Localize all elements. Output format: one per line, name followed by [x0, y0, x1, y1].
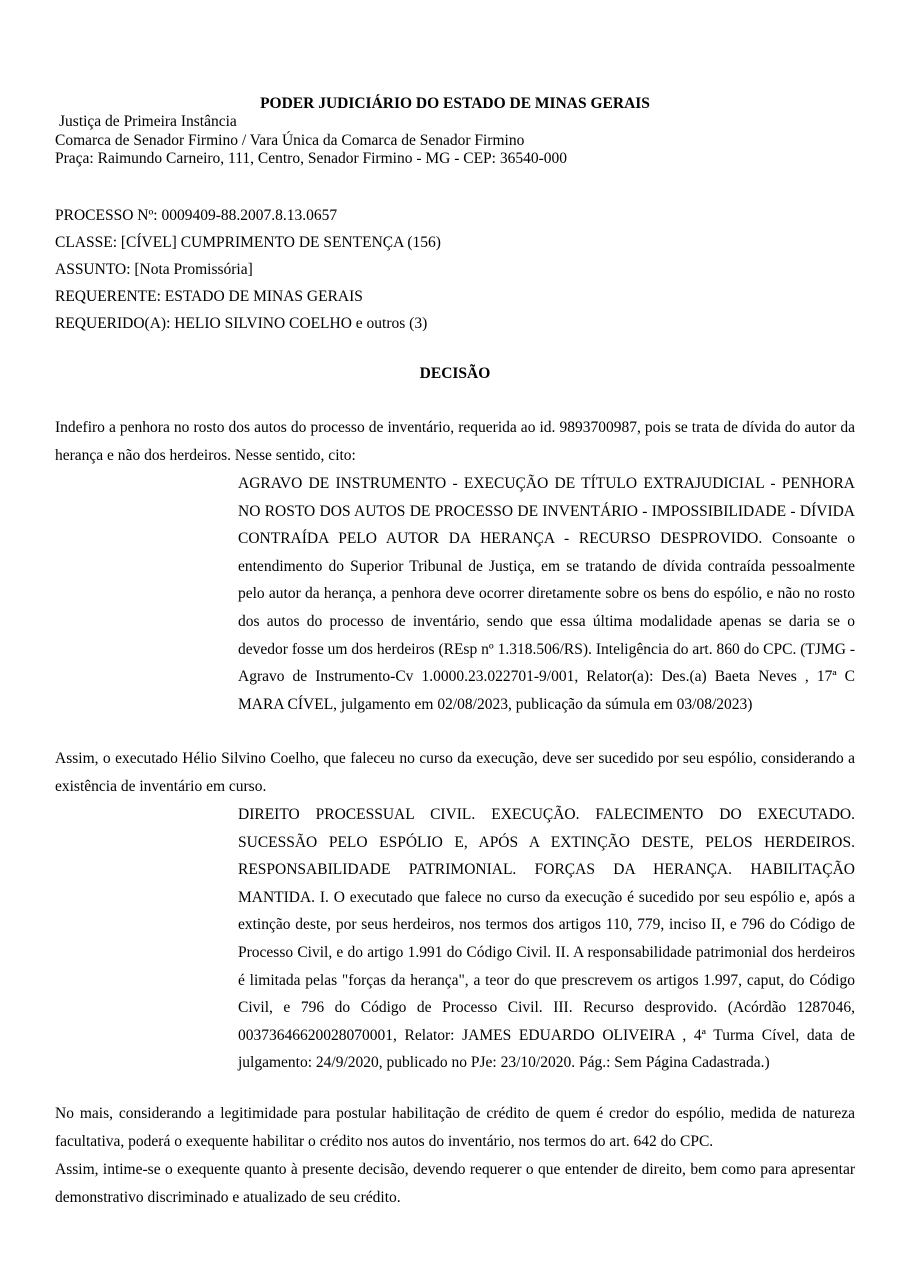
address-line: Praça: Raimundo Carneiro, 111, Centro, Senador Firmino - MG - CEP: 36540-000 [55, 150, 568, 167]
jurisprudence-quote-1: AGRAVO DE INSTRUMENTO - EXECUÇÃO DE TÍTULO EXTRAJUDICIAL - PENHORA NO ROSTO DOS AUTOS DE PROCESSO DE INVENTÁRIO - IMPOSSIBILIDADE - DÍVIDA CONTRAÍDA PELO AUTOR DA HERANÇA - RECURSO DESPROVIDO. Consoante o entendimento do Superior Tribunal de Justiça, em se tratando de dívida contraída pessoalmente pelo autor da herança, a penhora deve ocorrer diretamente sobre os bens do espólio, e não no rosto dos autos do processo de inventário, sendo que essa última modalidade apenas se daria se o devedor fosse um dos herdeiros (REsp nº 1.318.506/RS). Inteligência do art. 860 do CPC. (TJMG - Agravo de Instrumento-Cv 1.0000.23.022701-9/001, Relator(a): Des.(a) Baeta Neves , 17ª C MARA CÍVEL, julgamento em 02/08/2023, publicação da súmula em 03/08/2023) [238, 475, 855, 713]
decision-paragraph-2: Assim, o executado Hélio Silvino Coelho, que faleceu no curso da execução, deve ser sucedido por seu espólio, considerando a existência de inventário em curso. [55, 750, 855, 795]
decision-paragraph-4: Assim, intime-se o exequente quanto à presente decisão, devendo requerer o que entender de direito, bem como para apresentar demonstrativo discriminado e atualizado de seu crédito. [55, 1161, 855, 1206]
requerente-line: REQUERENTE: ESTADO DE MINAS GERAIS [55, 288, 363, 305]
court-title: PODER JUDICIÁRIO DO ESTADO DE MINAS GERAIS [260, 95, 650, 112]
court-header [55, 113, 855, 169]
decision-paragraph-1: Indefiro a penhora no rosto dos autos do processo de inventário, requerida ao id. 9893700987, pois se trata de dívida do autor da herança e não dos herdeiros. Nesse sentido, cito: [55, 419, 855, 464]
case-metadata [55, 202, 855, 337]
processo-line: PROCESSO Nº: 0009409-88.2007.8.13.0657 [55, 207, 338, 224]
jurisprudence-quote-2: DIREITO PROCESSUAL CIVIL. EXECUÇÃO. FALECIMENTO DO EXECUTADO. SUCESSÃO PELO ESPÓLIO E, APÓS A EXTINÇÃO DESTE, PELOS HERDEIROS. RESPONSABILIDADE PATRIMONIAL. FORÇAS DA HERANÇA. HABILITAÇÃO MANTIDA. I. O executado que falece no curso da execução é sucedido por seu espólio e, após a extinção deste, por seus herdeiros, nos termos dos artigos 110, 779, inciso II, e 796 do Código de Processo Civil, e do artigo 1.991 do Código Civil. II. A responsabilidade patrimonial dos herdeiros é limitada pelas "forças da herança", a teor do que prescrevem os artigos 1.997, caput, do Código Civil, e 796 do Código de Processo Civil. III. Recurso desprovido. (Acórdão 1287046, 00373646620028070001, Relator: JAMES EDUARDO OLIVEIRA , 4ª Turma Cível, data de julgamento: 24/9/2020, publicado no PJe: 23/10/2020. Pág.: Sem Página Cadastrada.) [238, 806, 855, 1072]
decision-title: DECISÃO [419, 365, 491, 382]
comarca-line: Comarca de Senador Firmino / Vara Única da Comarca de Senador Firmino [55, 131, 525, 149]
decision-paragraph-3: No mais, considerando a legitimidade para postular habilitação de crédito de quem é credor do espólio, medida de natureza facultativa, poderá o exequente habilitar o crédito nos autos do inventário, nos termos do art. 642 do CPC. [55, 1105, 855, 1150]
assunto-line: ASSUNTO: [Nota Promissória] [55, 261, 253, 278]
instance-line: Justiça de Primeira Instância [59, 113, 237, 130]
requerido-line: REQUERIDO(A): HELIO SILVINO COELHO e outros (3) [55, 315, 428, 332]
classe-line: CLASSE: [CÍVEL] CUMPRIMENTO DE SENTENÇA (156) [55, 234, 441, 251]
